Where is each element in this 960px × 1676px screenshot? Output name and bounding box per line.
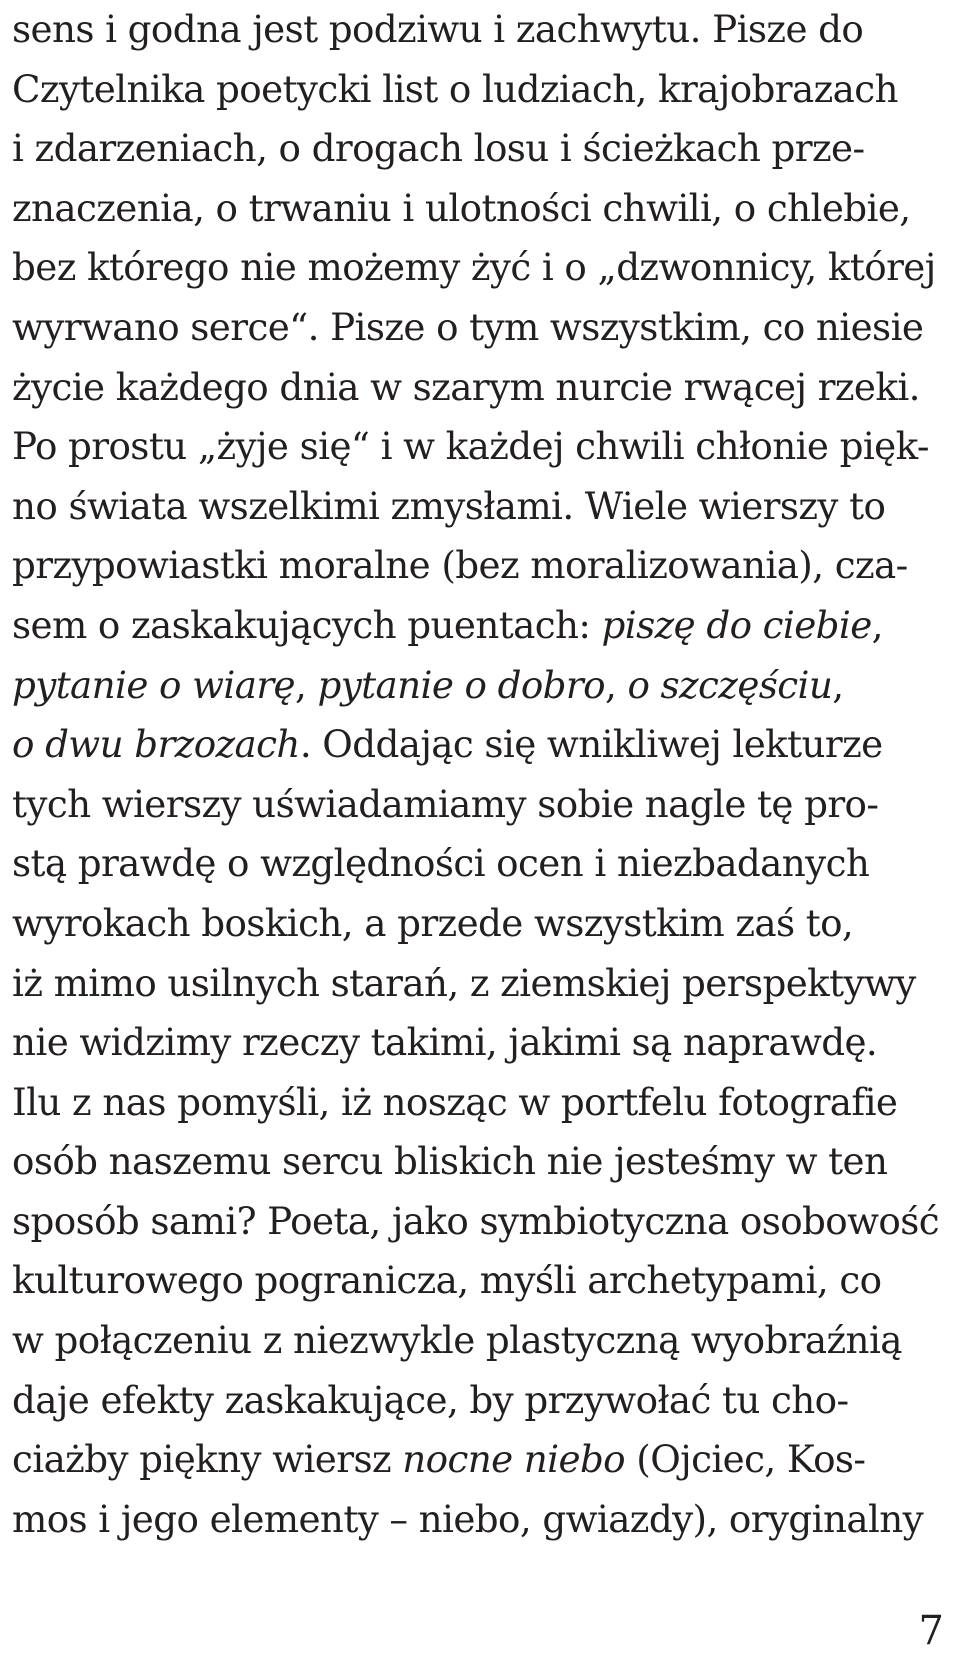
text-line xyxy=(12,1430,952,1490)
text-run: sens i godna jest podziwu i zachwytu. Pisze do xyxy=(12,7,864,51)
italic-title: piszę do ciebie xyxy=(601,602,872,647)
text-line xyxy=(12,656,952,716)
text-line xyxy=(12,834,952,894)
text-line xyxy=(12,298,952,358)
text-run: Ilu z nas pomyśli, iż nosząc w portfelu fotografie xyxy=(12,1079,898,1124)
text-run: osób naszemu sercu bliskich nie jesteśmy w ten xyxy=(12,1139,888,1184)
text-line xyxy=(12,1073,952,1133)
text-line xyxy=(12,477,952,537)
text-line xyxy=(12,894,952,954)
text-run: życie każdego dnia w szarym nurcie rwącej rzeki. xyxy=(12,364,920,409)
text-line xyxy=(12,119,952,179)
text-line xyxy=(12,417,952,477)
text-run: Czytelnika poetycki list o ludziach, krajobrazach xyxy=(12,66,898,111)
text-run: , xyxy=(294,662,318,707)
text-run: sem o zaskakujących puentach: xyxy=(12,602,602,647)
text-line xyxy=(12,1251,952,1311)
text-run: i zdarzeniach, o drogach losu i ścieżkach prze- xyxy=(12,126,865,171)
text-line xyxy=(12,0,952,60)
text-run: (Ojciec, Kos- xyxy=(625,1437,866,1482)
text-run: w połączeniu z niezwykle plastyczną wyobraźnią xyxy=(12,1318,902,1363)
text-run: przypowiastki moralne (bez moralizowania), cza- xyxy=(12,543,908,588)
text-run: daje efekty zaskakujące, by przywołać tu cho- xyxy=(12,1377,849,1422)
text-run: , xyxy=(604,662,628,707)
text-run: iż mimo usilnych starań, z ziemskiej perspektywy xyxy=(12,960,916,1005)
text-run: kulturowego pogranicza, myśli archetypami, co xyxy=(12,1258,882,1303)
italic-title: o dwu brzozach xyxy=(12,722,300,767)
text-line xyxy=(12,179,952,239)
text-run: , xyxy=(871,602,883,647)
page-number: 7 xyxy=(918,1608,944,1654)
text-line xyxy=(12,1013,952,1073)
text-run: stą prawdę o względności ocen i niezbadanych xyxy=(12,841,870,886)
text-run: ciażby piękny wiersz xyxy=(12,1437,403,1482)
text-run: bez którego nie możemy żyć i o „dzwonnicy, której xyxy=(12,245,936,290)
italic-title: pytanie o dobro xyxy=(317,662,605,707)
italic-title: nocne niebo xyxy=(402,1437,626,1482)
text-run: , xyxy=(832,662,844,707)
text-run: no świata wszelkimi zmysłami. Wiele wierszy to xyxy=(12,483,886,528)
text-line xyxy=(12,715,952,775)
text-line xyxy=(12,1132,952,1192)
text-run: . Oddając się wnikliwej lekturze xyxy=(299,722,883,767)
text-run: Po prostu „żyje się“ i w każdej chwili chłonie pięk- xyxy=(12,424,929,469)
text-run: znaczenia, o trwaniu i ulotności chwili, o chlebie, xyxy=(12,185,911,230)
text-run: wyrwano serce“. Pisze o tym wszystkim, co niesie xyxy=(12,304,924,349)
text-line xyxy=(12,358,952,418)
text-run: wyrokach boskich, a przede wszystkim zaś to, xyxy=(12,900,854,945)
text-line xyxy=(12,238,952,298)
text-line xyxy=(12,954,952,1014)
text-run: sposób sami? Poeta, jako symbiotyczna osobowość xyxy=(12,1198,940,1243)
text-run: mos i jego elementy – niebo, gwiazdy), oryginalny xyxy=(12,1496,924,1541)
italic-title: o szczęściu xyxy=(627,662,833,707)
text-line xyxy=(12,1490,952,1550)
text-line xyxy=(12,596,952,656)
text-line xyxy=(12,60,952,120)
text-line xyxy=(12,1311,952,1371)
text-line xyxy=(12,1371,952,1431)
text-run: nie widzimy rzeczy takimi, jakimi są naprawdę. xyxy=(12,1020,878,1065)
text-line xyxy=(12,775,952,835)
text-line xyxy=(12,1192,952,1252)
italic-title: pytanie o wiarę xyxy=(12,662,295,707)
text-line xyxy=(12,536,952,596)
text-run: tych wierszy uświadamiamy sobie nagle tę pro- xyxy=(12,781,879,826)
body-text xyxy=(12,0,952,1549)
